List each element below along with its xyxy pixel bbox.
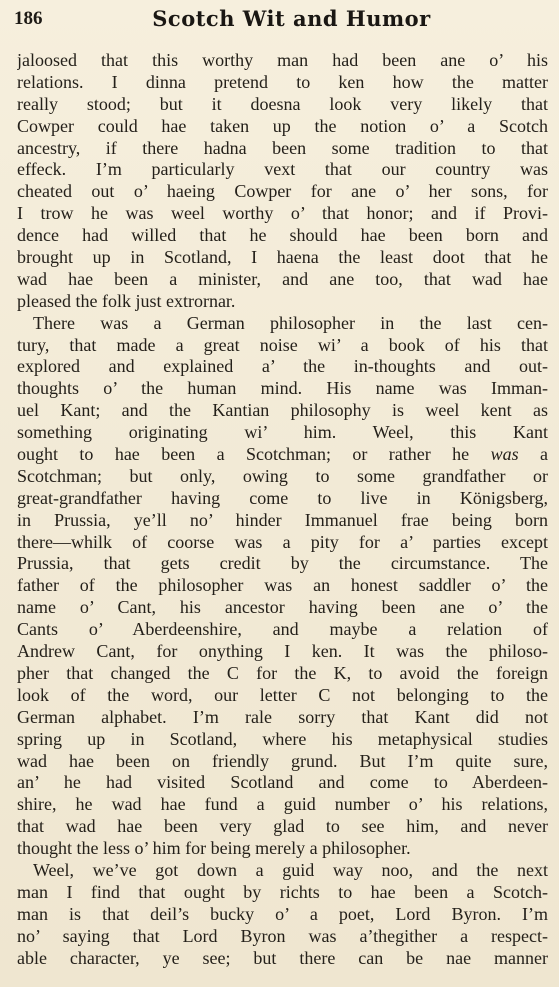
text-line: that wad hae been very glad to see him, and never	[17, 816, 548, 837]
text-line: brought up in Scotland, I haena the least doot that he	[17, 247, 548, 268]
text-line: Prussia, that gets credit by the circumstance. The	[17, 553, 548, 574]
text-line: jaloosed that this worthy man had been ane o’ his	[17, 50, 548, 70]
text-line: Weel, we’ve got down a guid way noo, and the next	[33, 859, 548, 880]
text-line: ought to hae been a Scotchman; or rather he was a	[17, 444, 548, 465]
running-head: Scotch Wit and Humor	[152, 6, 431, 31]
text-line: explored and explained a’ the in-thoughts and out-	[17, 356, 548, 377]
text-line: There was a German philosopher in the last cen-	[33, 312, 548, 333]
text-line: Andrew Cant, for onything I ken. It was the philoso-	[17, 641, 548, 662]
text-line: uel Kant; and the Kantian philosophy is weel kent as	[17, 400, 548, 421]
text-line: effeck. I’m particularly vext that our country was	[17, 159, 548, 180]
text-line: ancestry, if there hadna been some tradition to that	[17, 137, 548, 158]
text-line: able character, ye see; but there can be nae manner	[17, 947, 548, 968]
text-line: name o’ Cant, his ancestor having been ane o’ the	[17, 597, 548, 618]
text-line: look of the word, our letter C not belonging to the	[17, 684, 548, 705]
text-line: wad hae been on friendly grund. But I’m quite sure,	[17, 750, 548, 771]
text-line: wad hae been a minister, and ane too, that wad hae	[17, 268, 548, 289]
page-header	[14, 6, 545, 36]
text-line: I trow he was weel worthy o’ that honor; and if Provi-	[17, 203, 548, 224]
text-line: great-grandfather having come to live in Königsberg,	[17, 487, 548, 508]
text-line: man I find that ought by richts to hae been a Scotch-	[17, 881, 548, 902]
text-line: relations. I dinna pretend to ken how the matter	[17, 71, 548, 92]
text-line: thought the less o’ him for being merely a philosopher.	[17, 838, 411, 859]
text-line: thoughts o’ the human mind. His name was Imman-	[17, 378, 548, 399]
text-line: really stood; but it doesna look very likely that	[17, 93, 548, 114]
text-line: an’ he had visited Scotland and come to Aberdeen-	[17, 772, 548, 793]
text-line: cheated out o’ haeing Cowper for ane o’ her sons, for	[17, 181, 548, 202]
text-line: Cowper could hae taken up the notion o’ a Scotch	[17, 115, 548, 136]
text-line: tury, that made a great noise wi’ a book of his that	[17, 334, 548, 355]
text-line: dence had willed that he should hae been born and	[17, 225, 548, 246]
text-line: German alphabet. I’m rale sorry that Kant did not	[17, 706, 548, 727]
text-line: spring up in Scotland, where his metaphysical studies	[17, 728, 548, 749]
text-line: something originating wi’ him. Weel, this Kant	[17, 422, 548, 443]
body-text	[17, 50, 548, 969]
text-line: pleased the folk just extrornar.	[17, 290, 236, 311]
text-line: father of the philosopher was an honest saddler o’ the	[17, 575, 548, 596]
text-line: Scotchman; but only, owing to some grandfather or	[17, 465, 548, 486]
text-line: man is that deil’s bucky o’ a poet, Lord Byron. I’m	[17, 903, 548, 924]
text-line: shire, he wad hae fund a guid number o’ his relations,	[17, 794, 548, 815]
text-line: there—whilk of coorse was a pity for a’ parties except	[17, 531, 548, 552]
text-line: Cants o’ Aberdeenshire, and maybe a relation of	[17, 619, 548, 640]
text-line: pher that changed the C for the K, to avoid the foreign	[17, 662, 548, 683]
text-line: in Prussia, ye’ll no’ hinder Immanuel frae being born	[17, 509, 548, 530]
page-number: 186	[14, 8, 43, 29]
text-line: no’ saying that Lord Byron was a’thegither a respect-	[17, 925, 548, 946]
